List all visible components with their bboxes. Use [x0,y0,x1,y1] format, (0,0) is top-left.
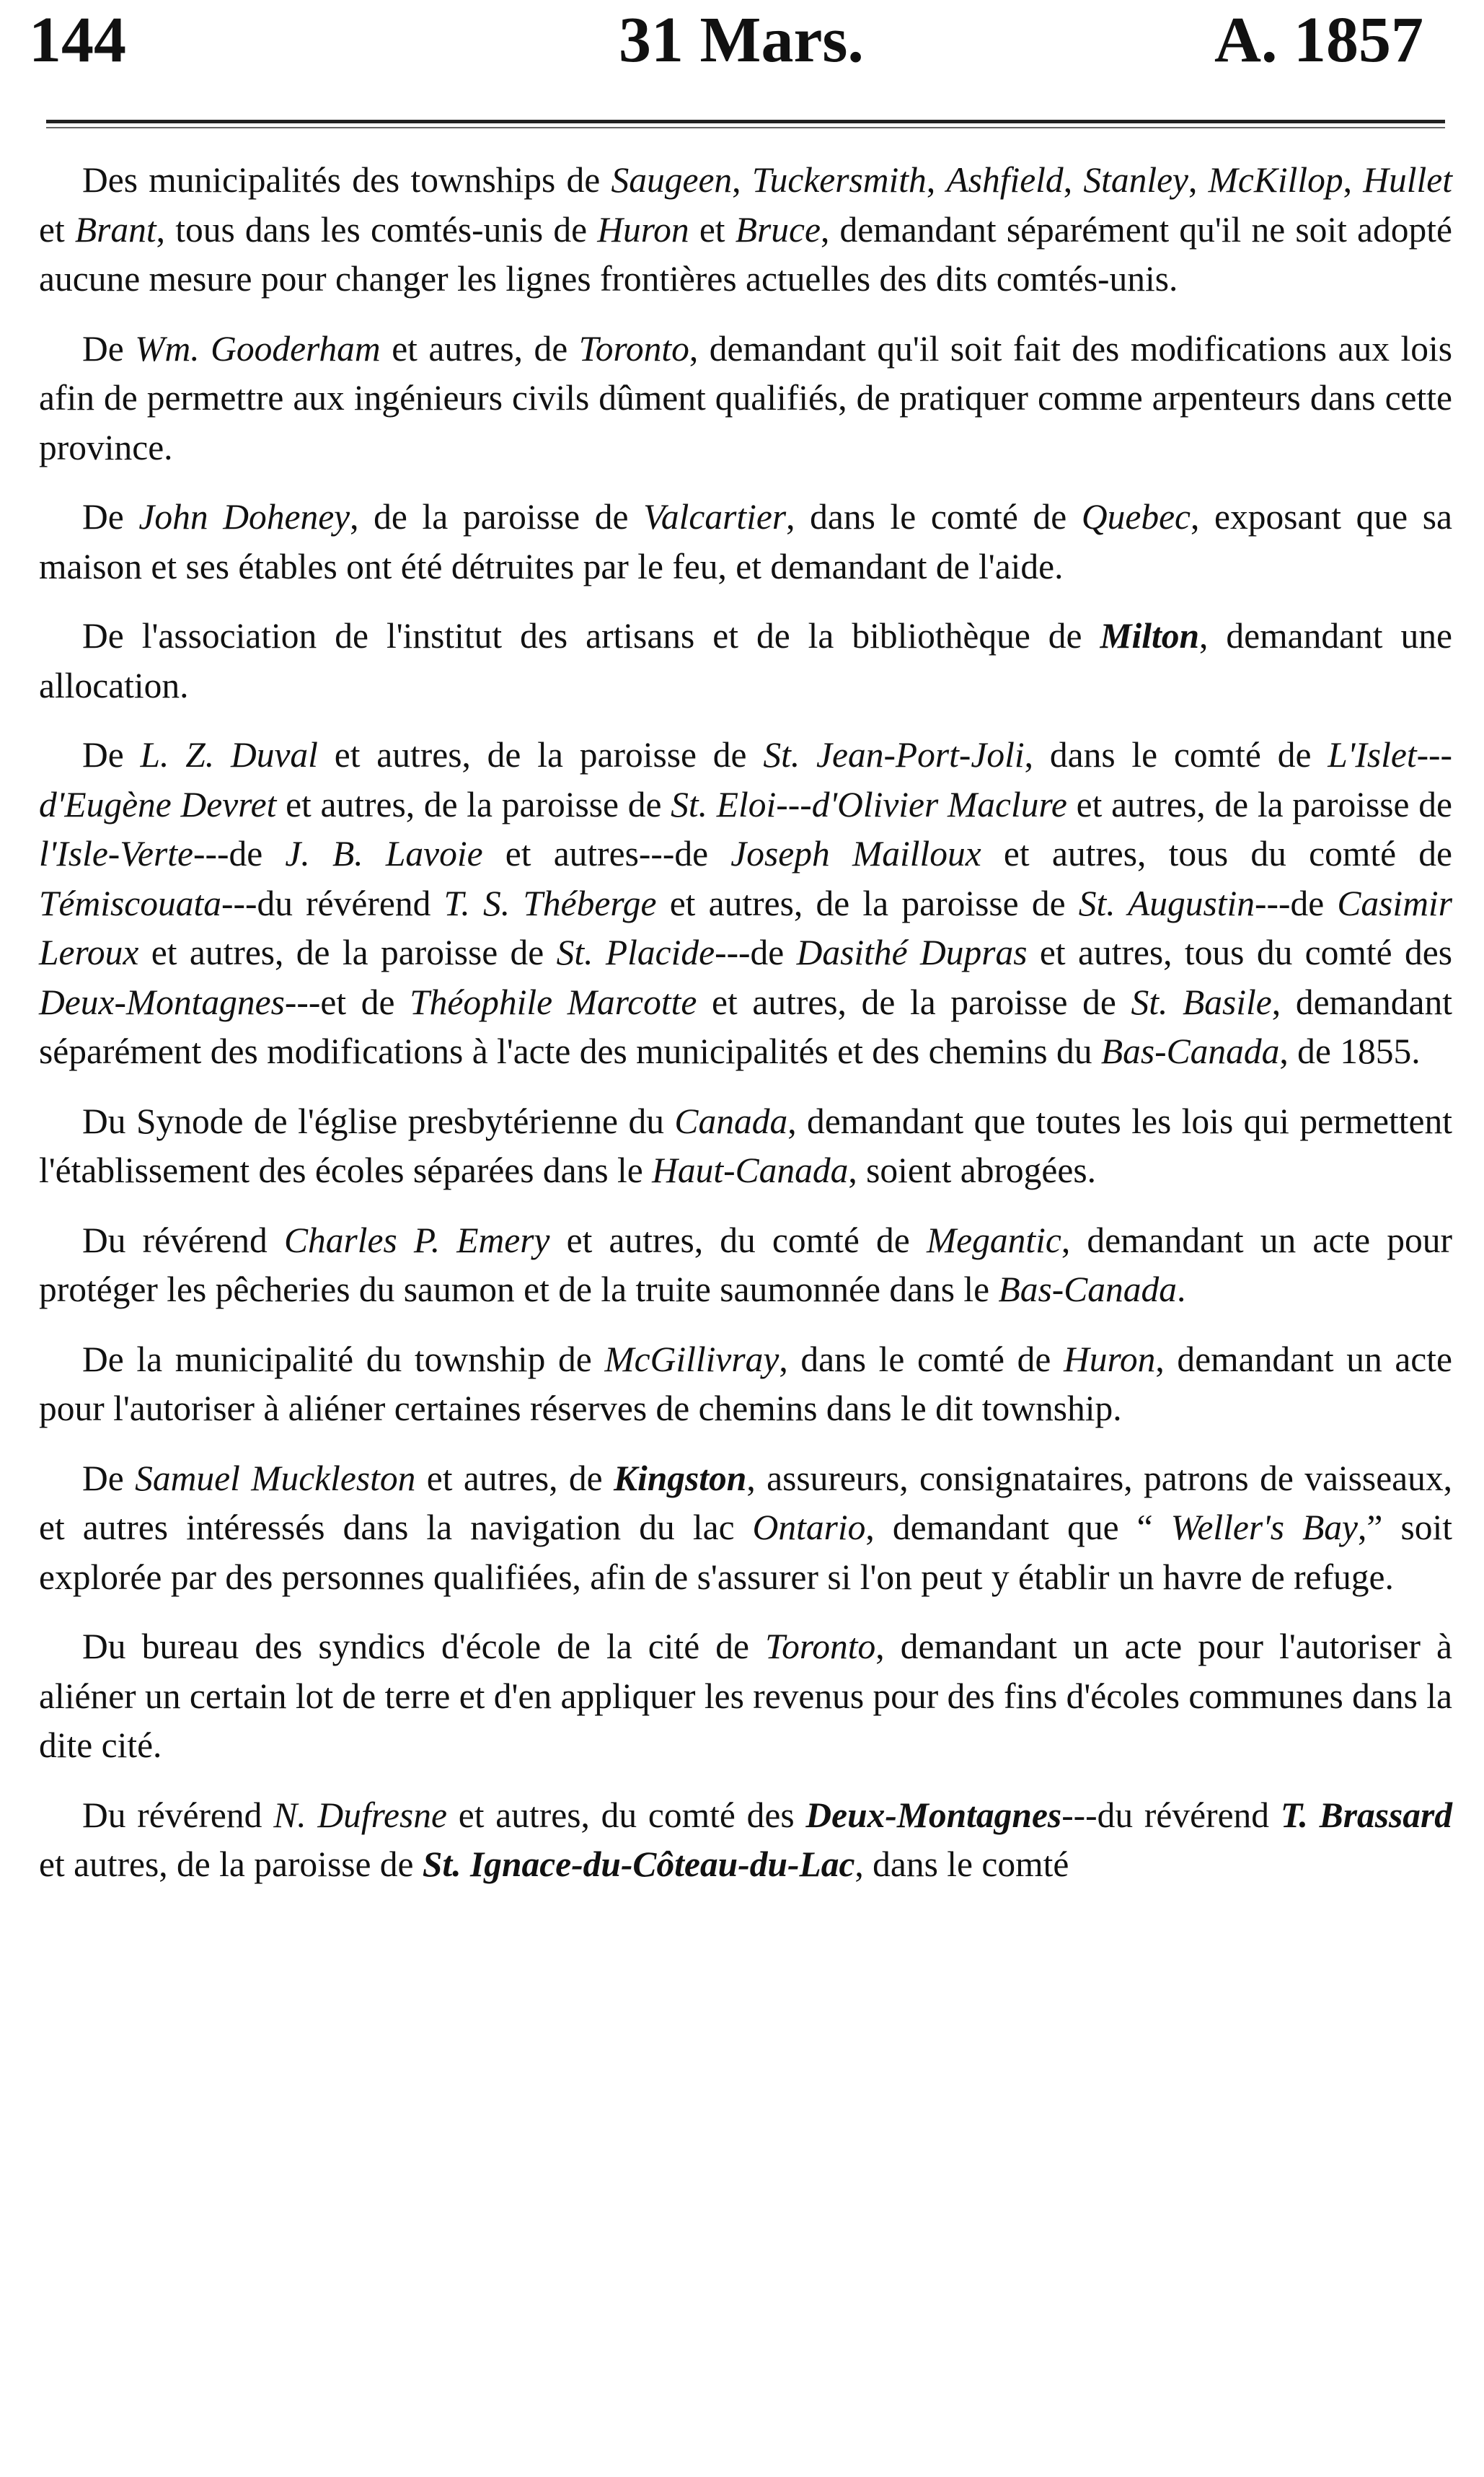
paragraph-muckleston: De Samuel Muckleston et autres, de Kingston, assureurs, consignataires, patrons de vaisseaux, et autres intéressés dans la navigation du lac Ontario, demandant que “ Weller's Bay,” soit explorée par des personnes qualifiées, afin de s'assurer si l'on peut y établir un havre de refuge. [39,1458,1453,1597]
paragraph-duval: De L. Z. Duval et autres, de la paroisse de St. Jean-Port-Joli, dans le comté de L'Islet---d'Eugène Devret et autres, de la paroisse de St. Eloi---d'Olivier Maclure et autres, de la paroisse de l'Isle-Verte---de J. B. Lavoie et autres---de Joseph Mailloux et autres, tous du comté de Témiscouata---du révérend T. S. Théberge et autres, de la paroisse de St. Augustin---de Casimir Leroux et autres, de la paroisse de St. Placide---de Dasithé Dupras et autres, tous du comté des Deux-Montagnes---et de Théophile Marcotte et autres, de la paroisse de St. Basile, demandant séparément des modifications à l'acte des municipalités et des chemins du Bas-Canada, de 1855. [39,735,1453,1071]
header-date: 31 Mars. [619,4,864,76]
header-rule [46,120,1445,123]
paragraph-synode: Du Synode de l'église presbytérienne du Canada, demandant que toutes les lois qui permettent l'établissement des écoles séparées dans le Haut-Canada, soient abrogées. [39,1101,1453,1190]
paragraph-municipalites: Des municipalités des townships de Saugeen, Tuckersmith, Ashfield, Stanley, McKillop, Hullet et Brant, tous dans les comtés-unis de Huron et Bruce, demandant séparément qu'il ne soit adopté aucune mesure pour changer les lignes frontières actuelles des dits comtés-unis. [39,160,1453,299]
document-body [39,156,1452,1910]
page-number: 144 [29,4,126,76]
paragraph-emery: Du révérend Charles P. Emery et autres, du comté de Megantic, demandant un acte pour protéger les pêcheries du saumon et de la truite saumonnée dans le Bas-Canada. [39,1220,1452,1309]
paragraph-mcgillivray: De la municipalité du township de McGillivray, dans le comté de Huron, demandant un acte pour l'autoriser à aliéner certaines réserves de chemins dans le dit township. [39,1339,1453,1428]
paragraph-syndics: Du bureau des syndics d'école de la cité de Toronto, demandant un acte pour l'autoriser à aliéner un certain lot de terre et d'en appliquer les revenus pour des fins d'écoles communes dans la dite cité. [39,1627,1453,1765]
paragraph-gooderham: De Wm. Gooderham et autres, de Toronto, demandant qu'il soit fait des modifications aux lois afin de permettre aux ingénieurs civils dûment qualifiés, de pratiquer comme arpenteurs dans cette province. [39,328,1453,467]
paragraph-doheney: De John Doheney, de la paroisse de Valcartier, dans le comté de Quebec, exposant que sa maison et ses étables ont été détruites par le feu, et demandant de l'aide. [39,497,1453,586]
page-header [0,0,1484,79]
paragraph-dufresne: Du révérend N. Dufresne et autres, du comté des Deux-Montagnes---du révérend T. Brassard et autres, de la paroisse de St. Ignace-du-Côteau-du-Lac, dans le comté [39,1795,1452,1884]
header-year: A. 1857 [1214,4,1423,76]
paragraph-milton: De l'association de l'institut des artisans et de la bibliothèque de Milton, demandant une allocation. [39,616,1452,705]
header-rule-thin [46,127,1445,128]
